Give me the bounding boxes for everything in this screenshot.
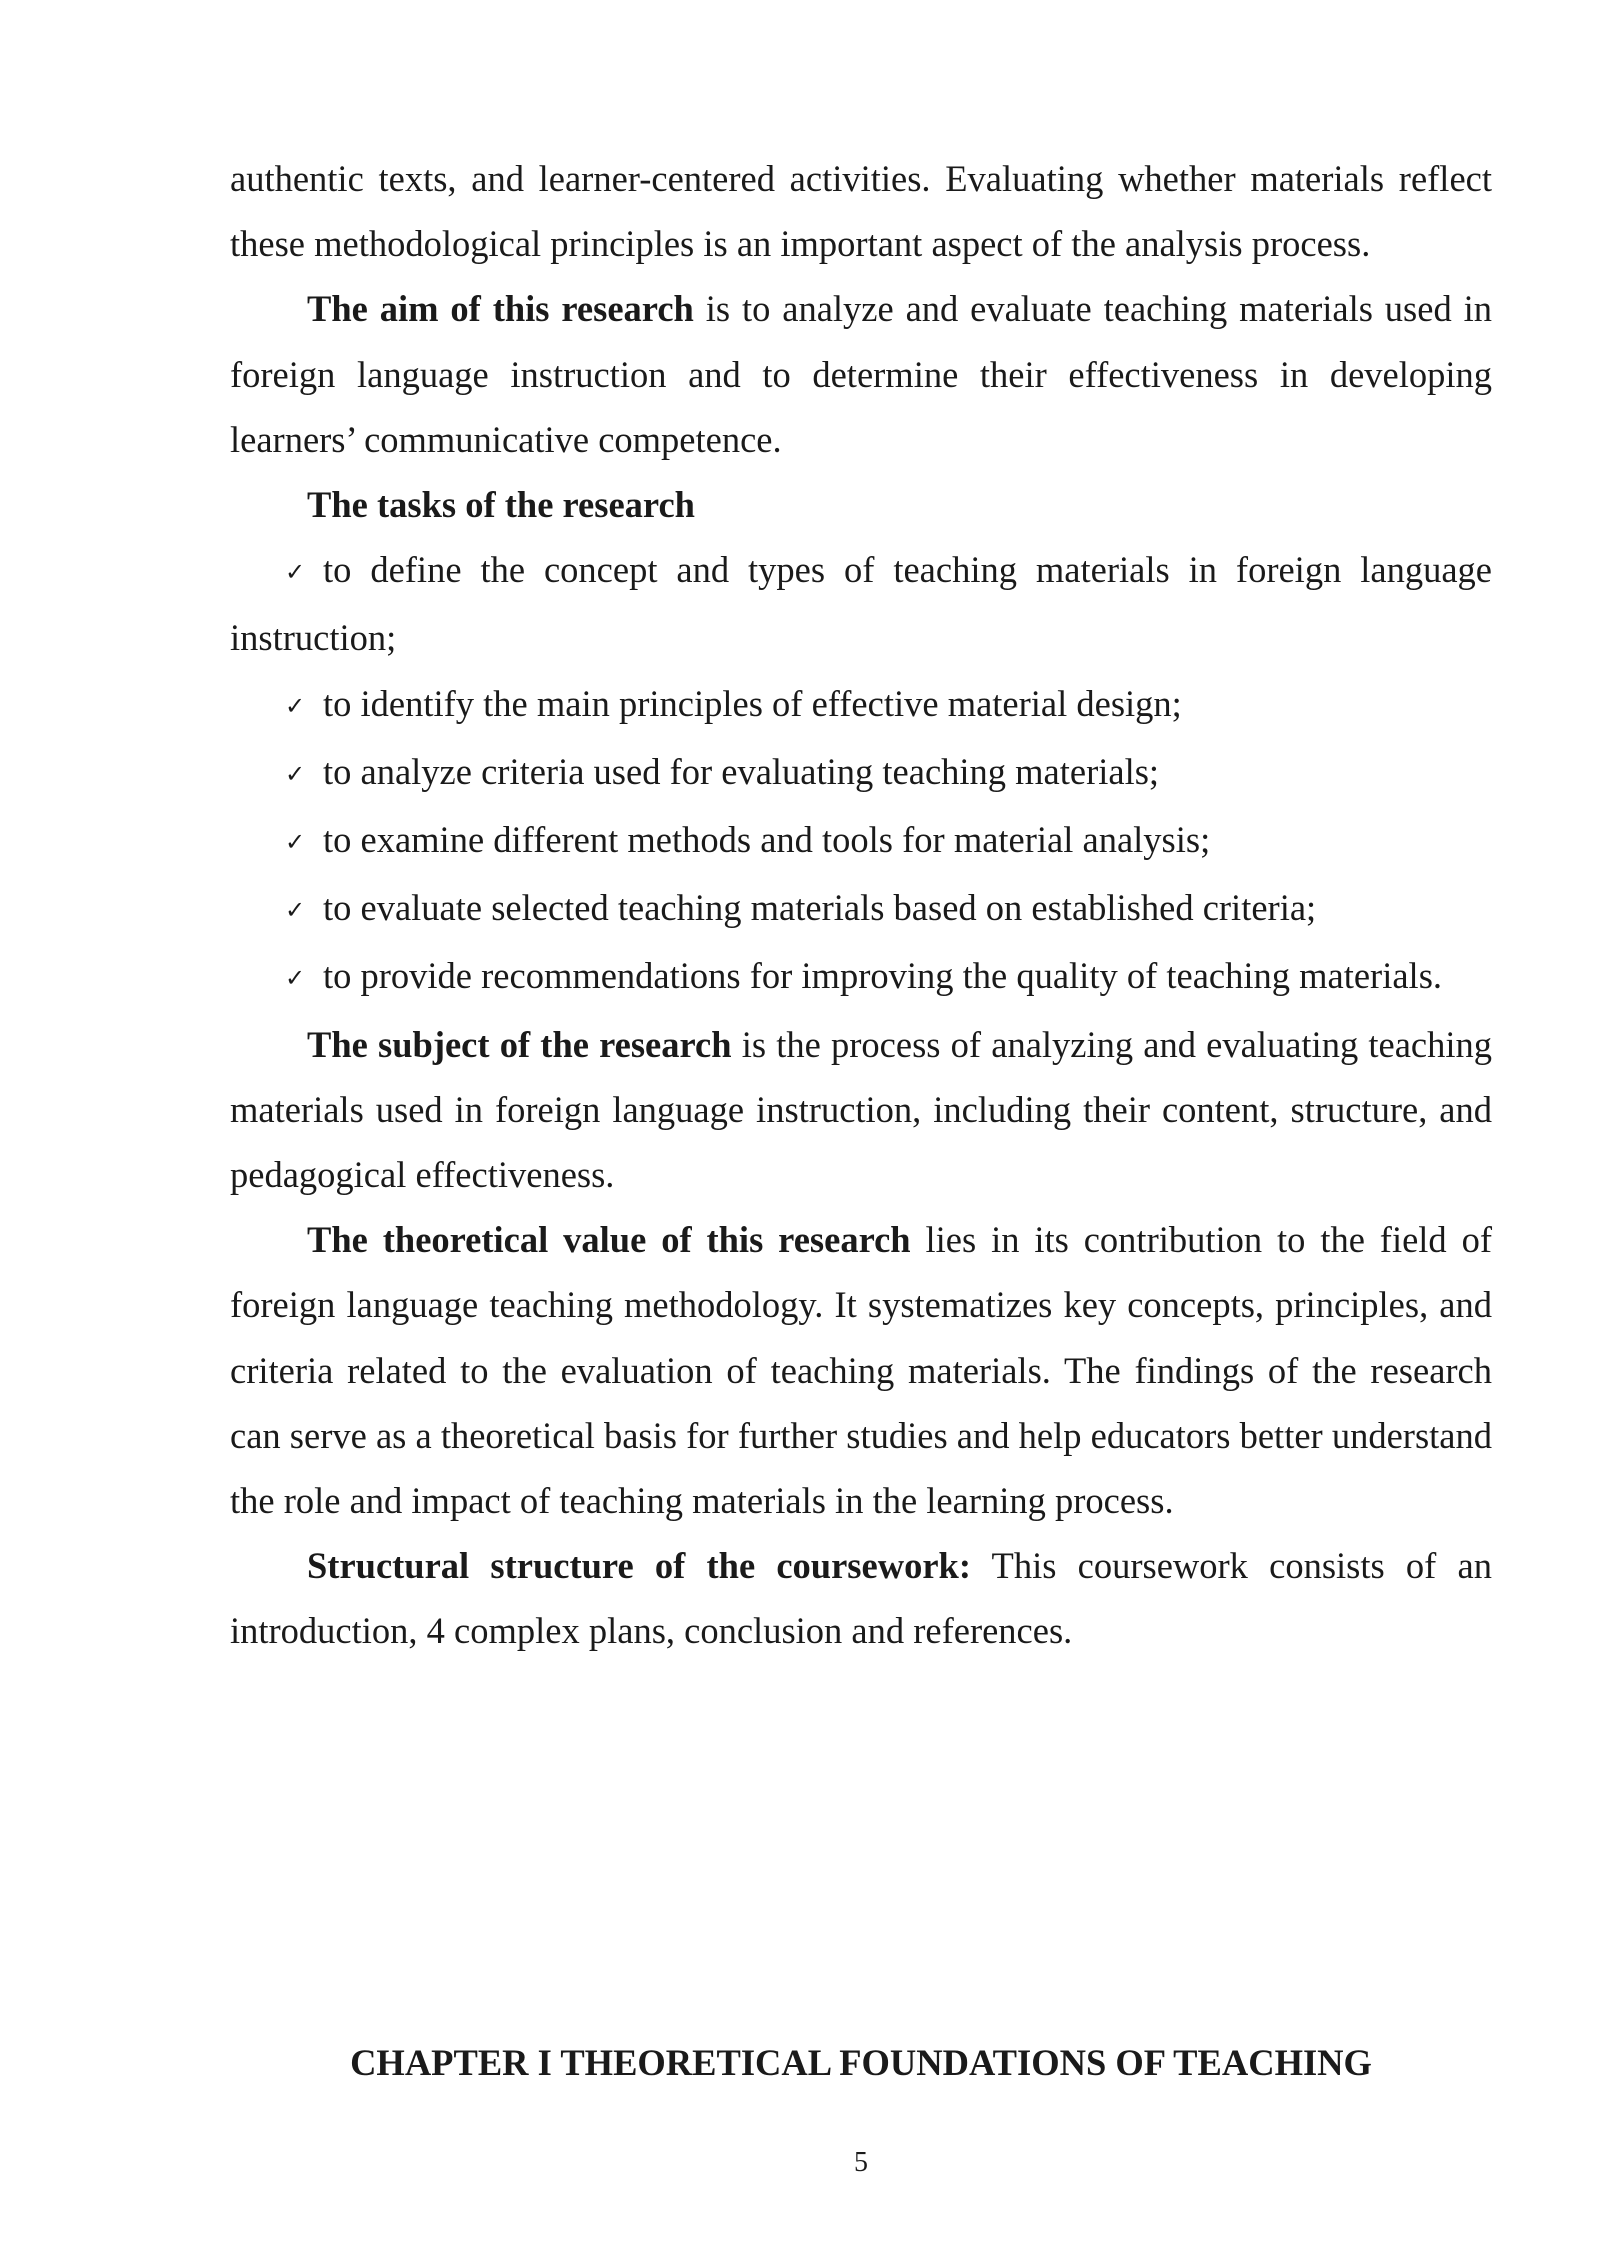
checkmark-icon: ✓ [285, 828, 306, 857]
structure-lead: Structural structure of the coursework: [307, 1545, 971, 1587]
intro-continuation-paragraph: authentic texts, and learner-centered activities. Evaluating whether materials reflect these methodological principles is an important aspect of the analysis process. [230, 158, 1492, 265]
checkmark-icon: ✓ [285, 896, 306, 925]
task-item [230, 537, 1492, 670]
task-item [230, 875, 1492, 943]
tasks-list [230, 537, 1492, 1011]
checkmark-icon: ✓ [285, 558, 306, 587]
aim-text: is to analyze and evaluate teaching materials used in foreign language instruction and to determine their effectiveness in developing learners’ communicative competence. [230, 288, 1492, 460]
theoretical-value-lead: The theoretical value of this research [307, 1219, 911, 1261]
checkmark-icon: ✓ [285, 964, 306, 993]
page-number: 5 [854, 2147, 868, 2178]
checkmark-icon: ✓ [285, 691, 306, 720]
task-text: to define the concept and types of teaching materials in foreign language instruction; [230, 549, 1492, 659]
task-text: to analyze criteria used for evaluating teaching materials; [323, 750, 1160, 792]
checkmark-icon: ✓ [285, 759, 306, 788]
tasks-heading: The tasks of the research [307, 484, 695, 526]
page-body [230, 146, 1492, 1664]
aim-paragraph [230, 276, 1492, 472]
chapter-title: CHAPTER I THEORETICAL FOUNDATIONS OF TEACHING [350, 2042, 1372, 2083]
task-item [230, 807, 1492, 875]
subject-lead: The subject of the research [307, 1023, 732, 1065]
aim-lead: The aim of this research [307, 288, 694, 330]
task-item [230, 943, 1492, 1011]
task-item [230, 671, 1492, 739]
theoretical-value-text: lies in its contribution to the field of foreign language teaching methodology. It systematizes key concepts, principles, and criteria related to the evaluation of teaching materials. The findings of the research can serve as a theoretical basis for further studies and help educators better understand the role and impact of teaching materials in the learning process. [230, 1219, 1492, 1522]
task-text: to examine different methods and tools for material analysis; [323, 819, 1211, 861]
structure-paragraph [230, 1533, 1492, 1663]
task-item [230, 739, 1492, 807]
task-text: to identify the main principles of effective material design; [323, 682, 1182, 724]
task-text: to evaluate selected teaching materials based on established criteria; [323, 887, 1317, 929]
subject-paragraph [230, 1012, 1492, 1208]
structure-text: This coursework consists of an introduction, 4 complex plans, conclusion and references. [230, 1545, 1492, 1652]
task-text: to provide recommendations for improving the quality of teaching materials. [323, 955, 1443, 997]
subject-text: is the process of analyzing and evaluating teaching materials used in foreign language instruction, including their content, structure, and pedagogical effectiveness. [230, 1023, 1493, 1196]
theoretical-value-paragraph [230, 1207, 1492, 1533]
